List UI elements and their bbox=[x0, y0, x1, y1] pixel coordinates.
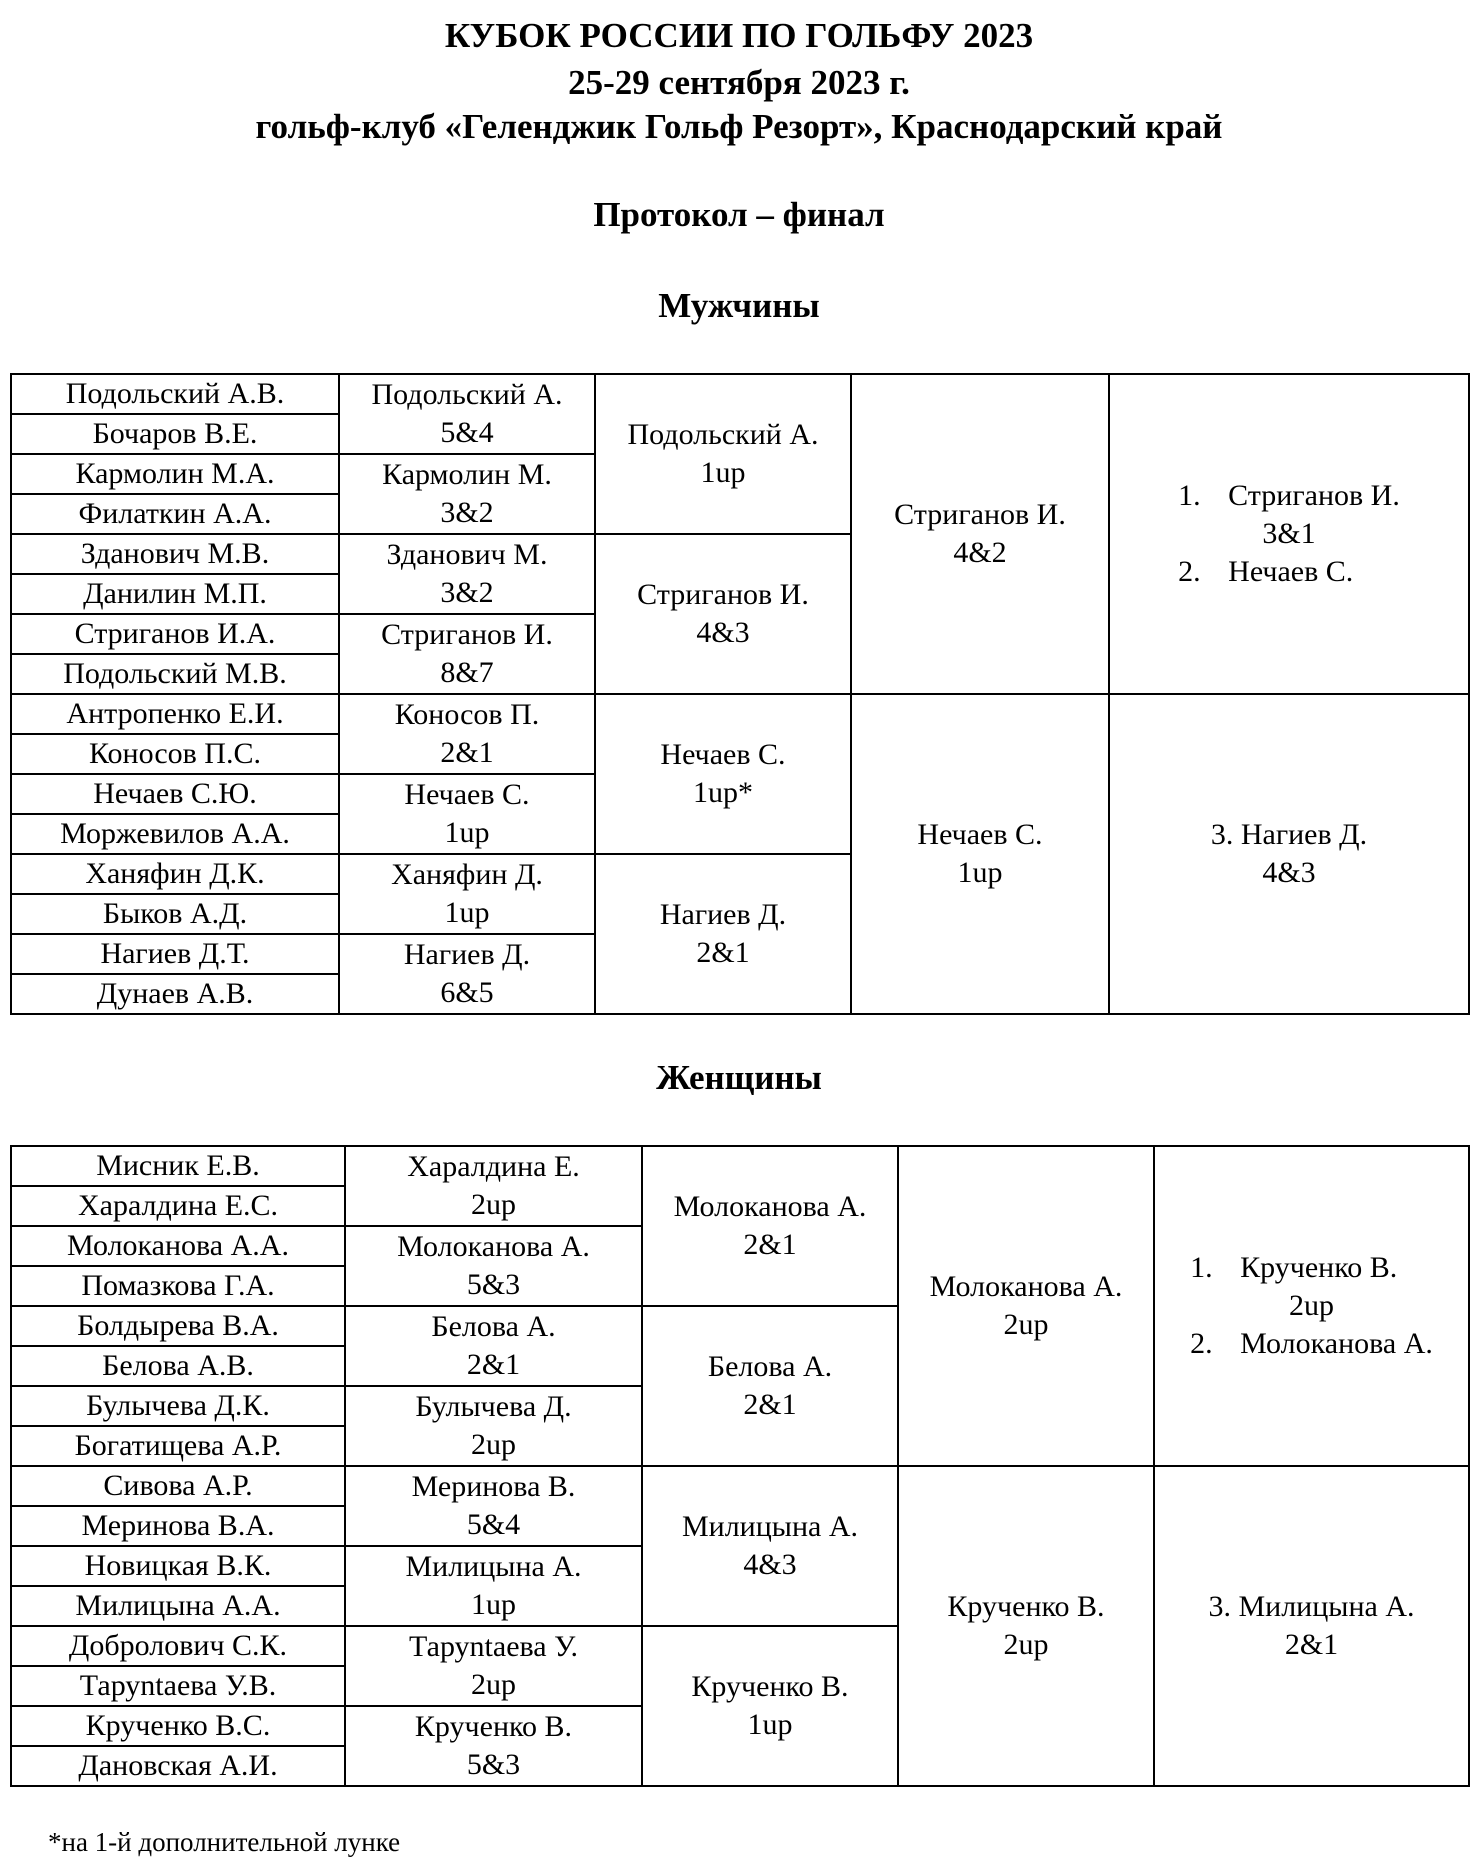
round2-result bbox=[345, 1386, 642, 1466]
player-cell: Дановская А.И. bbox=[11, 1746, 345, 1786]
champion-name: Стриганов И. bbox=[1228, 479, 1400, 512]
protocol-title: Протокол – финал bbox=[593, 195, 885, 234]
player-cell: Коносов П.С. bbox=[11, 734, 339, 774]
round2-result bbox=[339, 454, 595, 534]
third-place-result bbox=[1109, 694, 1469, 1014]
player-cell: Добролович С.К. bbox=[11, 1626, 345, 1666]
winner-name: Ханяфин Д. bbox=[391, 858, 543, 891]
match-score: 5&4 bbox=[440, 416, 494, 449]
match-score: 2&1 bbox=[743, 1388, 797, 1421]
round2-result bbox=[339, 694, 595, 774]
match-score: 5&4 bbox=[466, 1508, 521, 1541]
round2-result bbox=[345, 1226, 642, 1306]
winner-name: Стриганов И. bbox=[894, 498, 1066, 531]
match-score: 5&3 bbox=[466, 1268, 521, 1301]
player-cell: Милицына А.А. bbox=[11, 1586, 345, 1626]
player-cell: Бочаров В.Е. bbox=[11, 414, 339, 454]
round2-result bbox=[339, 374, 595, 454]
player-cell: Зданович М.В. bbox=[11, 534, 339, 574]
player-cell: Антропенко Е.И. bbox=[11, 694, 339, 734]
player-cell: Ханяфин Д.К. bbox=[11, 854, 339, 894]
player-cell: Таруntаева У.В. bbox=[11, 1666, 345, 1706]
round2-result bbox=[339, 614, 595, 694]
match-score: 2up bbox=[471, 1428, 516, 1461]
winner-name: Кармолин М. bbox=[382, 458, 552, 491]
winner-name: Подольский А. bbox=[371, 378, 563, 411]
player-cell: Меринова В.А. bbox=[11, 1506, 345, 1546]
semifinal-result bbox=[851, 694, 1109, 1014]
place-number: 1. bbox=[1178, 479, 1201, 512]
player-cell: Помазкова Г.А. bbox=[11, 1266, 345, 1306]
round3-result bbox=[642, 1626, 898, 1786]
player-cell: Стриганов И.А. bbox=[11, 614, 339, 654]
match-score: 2&1 bbox=[696, 936, 750, 969]
winner-name: Харалдина Е. bbox=[407, 1150, 580, 1183]
winner-name: Таруntаева У. bbox=[409, 1630, 578, 1663]
match-score: 1up bbox=[444, 896, 490, 929]
winner-name: Молоканова А. bbox=[929, 1270, 1123, 1303]
match-score: 1up bbox=[700, 456, 746, 489]
player-cell: Быков А.Д. bbox=[11, 894, 339, 934]
winner-name: Крученко В. bbox=[414, 1710, 573, 1743]
player-cell: Булычева Д.К. bbox=[11, 1386, 345, 1426]
round2-result bbox=[345, 1306, 642, 1386]
player-cell: Моржевилов А.А. bbox=[11, 814, 339, 854]
player-cell: Богатищева А.Р. bbox=[11, 1426, 345, 1466]
player-cell: Новицкая В.К. bbox=[11, 1546, 345, 1586]
round3-result bbox=[595, 374, 851, 534]
player-cell: Подольский М.В. bbox=[11, 654, 339, 694]
runner-up-name: Молоканова А. bbox=[1240, 1327, 1433, 1360]
match-score: 2&1 bbox=[466, 1348, 521, 1381]
round2-result bbox=[339, 534, 595, 614]
semifinal-result bbox=[851, 374, 1109, 694]
player-cell: Нечаев С.Ю. bbox=[11, 774, 339, 814]
winner-name: Крученко В. bbox=[691, 1670, 849, 1703]
winner-name: Молоканова А. bbox=[397, 1230, 590, 1263]
place-number: 2. bbox=[1178, 555, 1201, 588]
player-cell: Мисник Е.В. bbox=[11, 1146, 345, 1186]
player-cell: Болдырева В.А. bbox=[11, 1306, 345, 1346]
winner-name: Подольский А. bbox=[627, 418, 819, 451]
winner-name: Стриганов И. bbox=[381, 618, 553, 651]
winner-name: Молоканова А. bbox=[673, 1190, 867, 1223]
match-score: 4&3 bbox=[696, 616, 750, 649]
round3-result bbox=[642, 1146, 898, 1306]
round2-result bbox=[345, 1546, 642, 1626]
match-score: 4&2 bbox=[953, 536, 1007, 569]
document-title: КУБОК РОССИИ ПО ГОЛЬФУ 2023 bbox=[444, 16, 1034, 55]
match-score: 3&2 bbox=[440, 576, 494, 609]
match-score: 5&3 bbox=[466, 1748, 521, 1781]
player-cell: Харалдина Е.С. bbox=[11, 1186, 345, 1226]
final-score: 2up bbox=[1289, 1289, 1334, 1322]
round3-result bbox=[595, 694, 851, 854]
round2-result bbox=[339, 934, 595, 1014]
footnote: *на 1-й дополнительной лунке bbox=[48, 1827, 401, 1857]
round2-result bbox=[345, 1626, 642, 1706]
semifinal-result bbox=[898, 1146, 1154, 1466]
winner-name: Зданович М. bbox=[386, 538, 548, 571]
match-score: 2up bbox=[471, 1668, 516, 1701]
match-score: 2&1 bbox=[743, 1228, 797, 1261]
winner-name: Белова А. bbox=[707, 1350, 833, 1383]
round3-result bbox=[595, 854, 851, 1014]
champion-name: Крученко В. bbox=[1240, 1251, 1398, 1284]
match-score: 8&7 bbox=[440, 656, 494, 689]
winner-name: Булычева Д. bbox=[415, 1390, 572, 1423]
match-score: 3&2 bbox=[440, 496, 494, 529]
round3-result bbox=[642, 1466, 898, 1626]
men-bracket-table bbox=[10, 373, 1470, 1015]
player-cell: Нагиев Д.Т. bbox=[11, 934, 339, 974]
match-score: 2up bbox=[1003, 1308, 1049, 1341]
winner-name: Нагиев Д. bbox=[403, 938, 531, 971]
winner-name: Милицына А. bbox=[405, 1550, 582, 1583]
match-score: 1up bbox=[747, 1708, 793, 1741]
event-venue: гольф-клуб «Геленджик Гольф Резорт», Краснодарский край bbox=[255, 107, 1223, 146]
player-cell: Белова А.В. bbox=[11, 1346, 345, 1386]
men-heading: Мужчины bbox=[658, 286, 820, 325]
match-score: 4&3 bbox=[743, 1548, 797, 1581]
match-score: 2up bbox=[471, 1188, 516, 1221]
player-cell: Кармолин М.А. bbox=[11, 454, 339, 494]
match-score: 2&1 bbox=[440, 736, 494, 769]
match-score: 1up bbox=[471, 1588, 516, 1621]
round3-result bbox=[595, 534, 851, 694]
winner-name: Меринова В. bbox=[411, 1470, 576, 1503]
final-score: 3&1 bbox=[1262, 517, 1316, 550]
round2-result bbox=[345, 1146, 642, 1226]
runner-up-name: Нечаев С. bbox=[1228, 555, 1354, 588]
winner-name: Стриганов И. bbox=[637, 578, 809, 611]
third-place-score: 4&3 bbox=[1262, 856, 1316, 889]
final-result bbox=[1109, 374, 1469, 694]
third-place-name: 3. Милицына А. bbox=[1208, 1590, 1415, 1623]
player-cell: Филаткин А.А. bbox=[11, 494, 339, 534]
match-score: 1up bbox=[957, 856, 1003, 889]
player-cell: Сивова А.Р. bbox=[11, 1466, 345, 1506]
player-cell: Дунаев А.В. bbox=[11, 974, 339, 1014]
winner-name: Крученко В. bbox=[947, 1590, 1105, 1623]
winner-name: Милицына А. bbox=[681, 1510, 858, 1543]
player-cell: Крученко В.С. bbox=[11, 1706, 345, 1746]
third-place-name: 3. Нагиев Д. bbox=[1210, 818, 1368, 851]
round2-result bbox=[345, 1466, 642, 1546]
player-cell: Данилин М.П. bbox=[11, 574, 339, 614]
round2-result bbox=[339, 774, 595, 854]
player-cell: Молоканова А.А. bbox=[11, 1226, 345, 1266]
place-number: 2. bbox=[1190, 1327, 1213, 1360]
women-bracket-table bbox=[10, 1145, 1470, 1787]
winner-name: Нечаев С. bbox=[917, 818, 1043, 851]
final-result bbox=[1154, 1146, 1469, 1466]
event-dates: 25-29 сентября 2023 г. bbox=[568, 63, 910, 102]
winner-name: Нечаев С. bbox=[660, 738, 786, 771]
winner-name: Коносов П. bbox=[394, 698, 540, 731]
winner-name: Нагиев Д. bbox=[659, 898, 787, 931]
match-score: 2up bbox=[1003, 1628, 1049, 1661]
winner-name: Нечаев С. bbox=[404, 778, 530, 811]
match-score: 6&5 bbox=[440, 976, 494, 1009]
semifinal-result bbox=[898, 1466, 1154, 1786]
round2-result bbox=[339, 854, 595, 934]
match-score: 1up* bbox=[693, 776, 753, 809]
winner-name: Белова А. bbox=[431, 1310, 556, 1343]
third-place-score: 2&1 bbox=[1284, 1628, 1339, 1661]
women-heading: Женщины bbox=[656, 1058, 822, 1097]
place-number: 1. bbox=[1190, 1251, 1213, 1284]
round3-result bbox=[642, 1306, 898, 1466]
match-score: 1up bbox=[444, 816, 490, 849]
third-place-result bbox=[1154, 1466, 1469, 1786]
player-cell: Подольский А.В. bbox=[11, 374, 339, 414]
round2-result bbox=[345, 1706, 642, 1786]
